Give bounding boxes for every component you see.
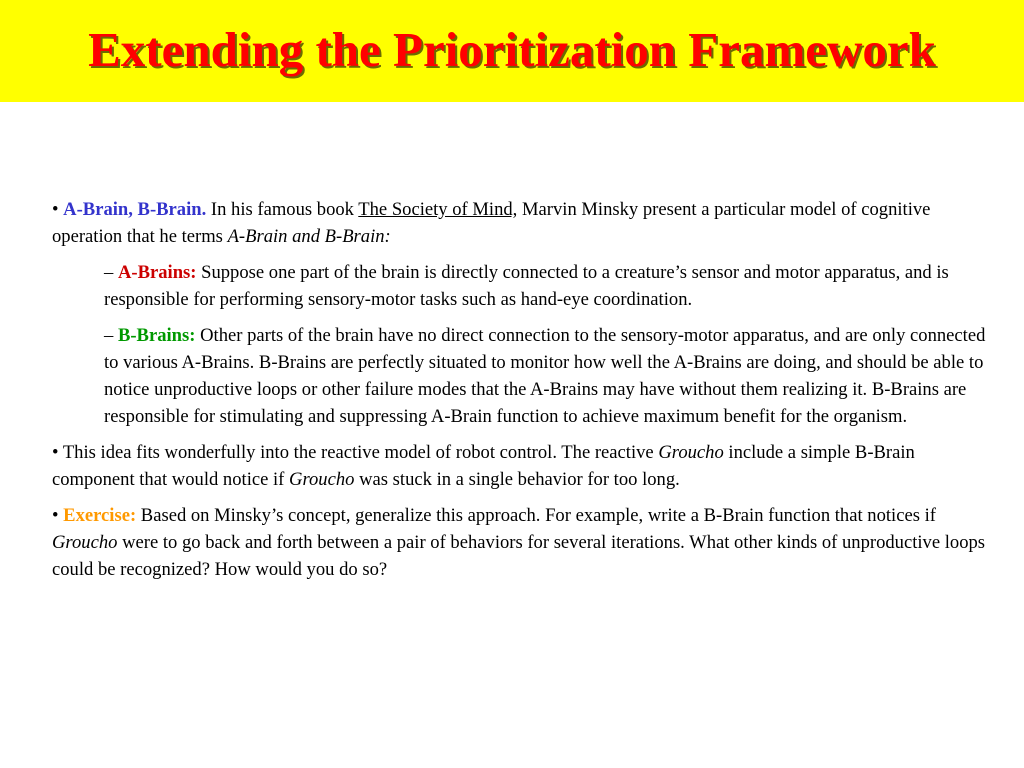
bullet-text: This idea fits wonderfully into the reactive model of robot control. The reactive: [62, 442, 654, 463]
bullet-text: include a simple B-Brain component that would notice if: [52, 442, 915, 490]
bullet-lead: A-Brain, B-Brain.: [63, 199, 207, 220]
sub-bullet-text: Suppose one part of the brain is directly connected to a creature’s sensor and motor apparatus, and is responsible for performing sensory-motor tasks such as hand-eye coordination.: [104, 262, 949, 310]
groucho-name: Groucho: [658, 442, 724, 463]
bullet-marker: •: [52, 442, 59, 463]
bullet-exercise: [52, 502, 987, 583]
exercise-label: Exercise:: [63, 505, 137, 526]
bullet-text: was stuck in a single behavior for too long.: [359, 469, 680, 490]
bullet-text: In his famous book: [210, 199, 354, 220]
dash-marker: –: [104, 325, 114, 346]
bullet-reactive-model: [52, 439, 987, 493]
sub-bullet-text: Other parts of the brain have no direct connection to the sensory-motor apparatus, and are only connected to various A-Brains. B-Brains are perfectly situated to monitor how well the A-Brains are doing, and should be able to notice unproductive loops or other failure modes that the A-Brains may have without them realizing it. B-Brains are responsible for stimulating and suppressing A-Brain function to achieve maximum benefit for the organism.: [104, 325, 986, 427]
groucho-name: Groucho: [289, 469, 355, 490]
bullet-text: Based on Minsky’s concept, generalize this approach. For example, write a B-Brain function that notices if: [140, 505, 936, 526]
bullet-a-brain-b-brain: [52, 196, 987, 250]
bullet-marker: •: [52, 199, 59, 220]
sub-bullet-b-brains: [52, 322, 987, 430]
bullet-marker: •: [52, 505, 59, 526]
book-title: The Society of Mind,: [358, 199, 518, 220]
groucho-name: Groucho: [52, 532, 118, 553]
bullet-text: were to go back and forth between a pair of behaviors for several iterations. What other kinds of unproductive loops could be recognized? How would you do so?: [52, 532, 986, 580]
dash-marker: –: [104, 262, 114, 283]
slide-content: [52, 196, 987, 592]
sub-bullet-lead: A-Brains:: [117, 262, 197, 283]
sub-bullet-lead: B-Brains:: [117, 325, 196, 346]
slide-title: Extending the Prioritization Framework: [88, 22, 936, 77]
terms-text: A-Brain and B-Brain:: [227, 226, 391, 247]
bullet-text: Marvin Minsky present a particular model of cognitive operation that he terms: [52, 199, 931, 247]
sub-bullet-a-brains: [52, 259, 987, 313]
